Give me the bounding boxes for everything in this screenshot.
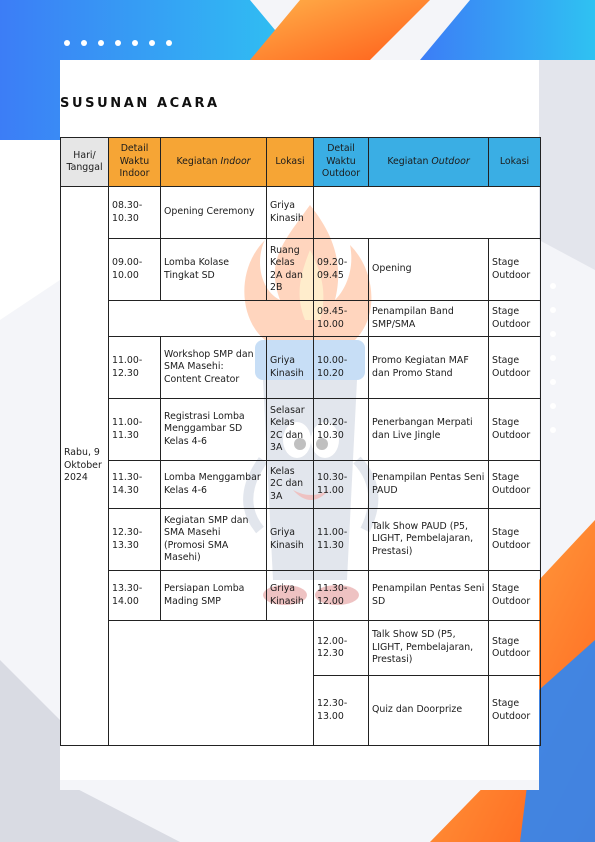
outdoor-location-cell: Stage Outdoor bbox=[489, 239, 541, 301]
indoor-time-cell: 11.00-11.30 bbox=[109, 399, 161, 461]
outdoor-activity-cell: Talk Show SD (P5, LIGHT, Pembelajaran, Prestasi) bbox=[369, 621, 489, 676]
indoor-location-cell: Griya Kinasih bbox=[267, 509, 314, 571]
table-row bbox=[61, 301, 541, 337]
header-indoor-activity bbox=[161, 138, 267, 187]
indoor-location-cell: Ruang Kelas 2A dan 2B bbox=[267, 239, 314, 301]
indoor-location-cell: Selasar Kelas 2C dan 3A bbox=[267, 399, 314, 461]
outdoor-activity-cell: Penerbangan Merpati dan Live Jingle bbox=[369, 399, 489, 461]
outdoor-activity-cell: Penampilan Pentas Seni PAUD bbox=[369, 461, 489, 509]
indoor-location-cell: Griya Kinasih bbox=[267, 337, 314, 399]
indoor-time-cell: 08.30-10.30 bbox=[109, 187, 161, 239]
date-cell: Rabu, 9 Oktober 2024 bbox=[61, 187, 109, 746]
indoor-time-cell: 09.00-10.00 bbox=[109, 239, 161, 301]
header-indoor-time: Detail Waktu Indoor bbox=[109, 138, 161, 187]
indoor-activity-cell: Workshop SMP dan SMA Masehi: Content Creator bbox=[161, 337, 267, 399]
header-indoor-location: Lokasi bbox=[267, 138, 314, 187]
outdoor-time-cell: 11.00-11.30 bbox=[314, 509, 369, 571]
white-stripe-bottom bbox=[60, 780, 539, 790]
outdoor-activity-cell: Penampilan Pentas Seni SD bbox=[369, 571, 489, 621]
outdoor-location-cell: Stage Outdoor bbox=[489, 461, 541, 509]
outdoor-activity-cell: Promo Kegiatan MAF dan Promo Stand bbox=[369, 337, 489, 399]
schedule-table bbox=[60, 137, 541, 746]
table-row bbox=[61, 239, 541, 301]
indoor-activity-cell: Persiapan Lomba Mading SMP bbox=[161, 571, 267, 621]
table-row bbox=[61, 187, 541, 239]
decorative-dots-right bbox=[550, 283, 556, 433]
table-row bbox=[61, 571, 541, 621]
outdoor-time-cell: 12.30-13.00 bbox=[314, 676, 369, 746]
table-row bbox=[61, 621, 541, 676]
indoor-activity-cell: Opening Ceremony bbox=[161, 187, 267, 239]
orange-stripe-top bbox=[250, 0, 430, 60]
indoor-time-cell: 11.30-14.30 bbox=[109, 461, 161, 509]
header-outdoor-time: Detail Waktu Outdoor bbox=[314, 138, 369, 187]
page-title: SUSUNAN ACARA bbox=[60, 96, 220, 111]
header-row bbox=[61, 138, 541, 187]
decorative-dots-top bbox=[64, 40, 172, 46]
outdoor-time-cell: 10.20-10.30 bbox=[314, 399, 369, 461]
white-stripe-top-left bbox=[0, 140, 60, 320]
outdoor-location-cell: Stage Outdoor bbox=[489, 571, 541, 621]
header-outdoor-activity-prefix: Kegiatan bbox=[387, 155, 432, 167]
outdoor-location-cell: Stage Outdoor bbox=[489, 399, 541, 461]
table-row bbox=[61, 509, 541, 571]
indoor-activity-cell: Lomba Kolase Tingkat SD bbox=[161, 239, 267, 301]
outdoor-time-cell: 11.30-12.00 bbox=[314, 571, 369, 621]
table-row bbox=[61, 461, 541, 509]
outdoor-location-cell: Stage Outdoor bbox=[489, 676, 541, 746]
outdoor-time-cell: 12.00-12.30 bbox=[314, 621, 369, 676]
outdoor-time-cell: 09.45-10.00 bbox=[314, 301, 369, 337]
header-outdoor-location: Lokasi bbox=[489, 138, 541, 187]
indoor-time-cell: 13.30-14.00 bbox=[109, 571, 161, 621]
outdoor-activity-cell: Penampilan Band SMP/SMA bbox=[369, 301, 489, 337]
indoor-empty-cell bbox=[109, 301, 314, 337]
outdoor-empty-cell bbox=[314, 187, 541, 239]
table-row bbox=[61, 337, 541, 399]
header-date: Hari/ Tanggal bbox=[61, 138, 109, 187]
outdoor-location-cell: Stage Outdoor bbox=[489, 509, 541, 571]
indoor-activity-cell: Lomba Menggambar Kelas 4-6 bbox=[161, 461, 267, 509]
indoor-time-cell: 12.30-13.30 bbox=[109, 509, 161, 571]
indoor-time-cell: 11.00-12.30 bbox=[109, 337, 161, 399]
indoor-empty-cell bbox=[109, 621, 314, 746]
outdoor-activity-cell: Talk Show PAUD (P5, LIGHT, Pembelajaran, Prestasi) bbox=[369, 509, 489, 571]
indoor-activity-cell: Kegiatan SMP dan SMA Masehi (Promosi SMA Masehi) bbox=[161, 509, 267, 571]
header-indoor-activity-em: Indoor bbox=[220, 155, 251, 167]
header-outdoor-activity-em: Outdoor bbox=[431, 155, 470, 167]
outdoor-activity-cell: Quiz dan Doorprize bbox=[369, 676, 489, 746]
header-indoor-activity-prefix: Kegiatan bbox=[176, 155, 221, 167]
outdoor-time-cell: 10.00-10.20 bbox=[314, 337, 369, 399]
indoor-location-cell: Griya Kinasih bbox=[267, 187, 314, 239]
indoor-activity-cell: Registrasi Lomba Menggambar SD Kelas 4-6 bbox=[161, 399, 267, 461]
indoor-location-cell: Griya Kinasih bbox=[267, 571, 314, 621]
outdoor-location-cell: Stage Outdoor bbox=[489, 301, 541, 337]
outdoor-location-cell: Stage Outdoor bbox=[489, 621, 541, 676]
outdoor-location-cell: Stage Outdoor bbox=[489, 337, 541, 399]
outdoor-time-cell: 10.30-11.00 bbox=[314, 461, 369, 509]
header-outdoor-activity bbox=[369, 138, 489, 187]
indoor-location-cell: Kelas 2C dan 3A bbox=[267, 461, 314, 509]
outdoor-activity-cell: Opening bbox=[369, 239, 489, 301]
grey-stripe-right bbox=[539, 60, 595, 270]
table-row bbox=[61, 399, 541, 461]
outdoor-time-cell: 09.20-09.45 bbox=[314, 239, 369, 301]
blue-stripe-top-right bbox=[420, 0, 595, 60]
